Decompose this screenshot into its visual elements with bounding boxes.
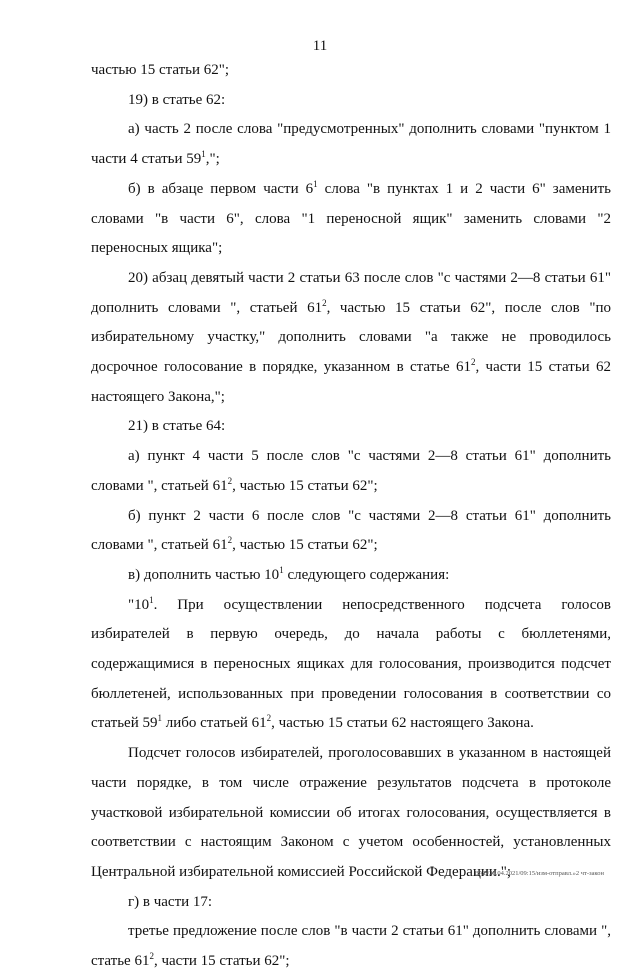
paragraph: в) дополнить частью $10^1$ следующего содержания:: [128, 564, 450, 583]
document-body: [91, 56, 611, 977]
paragraph: 21) в статье 64:: [128, 418, 226, 435]
footer-stamp: ВАВ/28.04.2021/09:15/изм-отправл.»2 чт-закон: [474, 870, 604, 877]
paragraph: б) пункт 2 части 6 после слов "с частями 2—8 статьи 61" дополнить словами ", статьей $61^2$, частью 15 статьи 62";: [91, 507, 611, 554]
paragraph: а) пункт 4 части 5 после слов "с частями 2—8 статьи 61" дополнить словами ", статьей $61^2$, частью 15 статьи 62";: [91, 448, 611, 494]
paragraph: б) в абзаце первом части $6^1$ слова "в пунктах 1 и 2 части 6" заменить словами "в части 6", слова "1 переносной ящик" заменить словами "2 переносных ящика";: [91, 178, 611, 257]
paragraph: Подсчет голосов избирателей, проголосовавших в указанном в настоящей части порядке, в том числе отражение результатов подсчета в протоколе участковой избирательной комиссии об итогах голосования, осуществляется в соответствии с настоящим Законом с учетом особенностей, установленных Центральной избирательной комиссией Российской Федерации.";: [91, 745, 611, 880]
paragraph: "$10^1$. При осуществлении непосредственного подсчета голосов избирателей в первую очередь, до начала работы с бюллетенями, содержащимися в переносных ящиках для голосования, производится подсчет бюллетеней, использованных при проведении голосования в соответствии со статьей $59^1$ либо статьей $61^2$, частью 15 статьи 62 настоящего Закона.: [91, 594, 611, 732]
page-number: 11: [312, 38, 328, 54]
paragraph: 20) абзац девятый части 2 статьи 63 после слов "с частями 2—8 статьи 61" дополнить словами ", статьей $61^2$, частью 15 статьи 62", после слов "по избирательному участку," дополнить словами "а также не проводилось досрочное голосование в порядке, указанном в статье $61^2$, части 15 статьи 62 настоящего Закона,";: [91, 269, 611, 405]
paragraph: третье предложение после слов "в части 2 статьи 61" дополнить словами ", статье $61^2$, части 15 статьи 62";: [91, 923, 611, 970]
paragraph: 19) в статье 62:: [128, 91, 226, 108]
paragraph: а) часть 2 после слова "предусмотренных" дополнить словами "пунктом 1 части 4 статьи $59^1$,";: [91, 121, 611, 168]
paragraph: частью 15 статьи 62";: [91, 62, 230, 78]
paragraph: г) в части 17:: [128, 893, 213, 910]
